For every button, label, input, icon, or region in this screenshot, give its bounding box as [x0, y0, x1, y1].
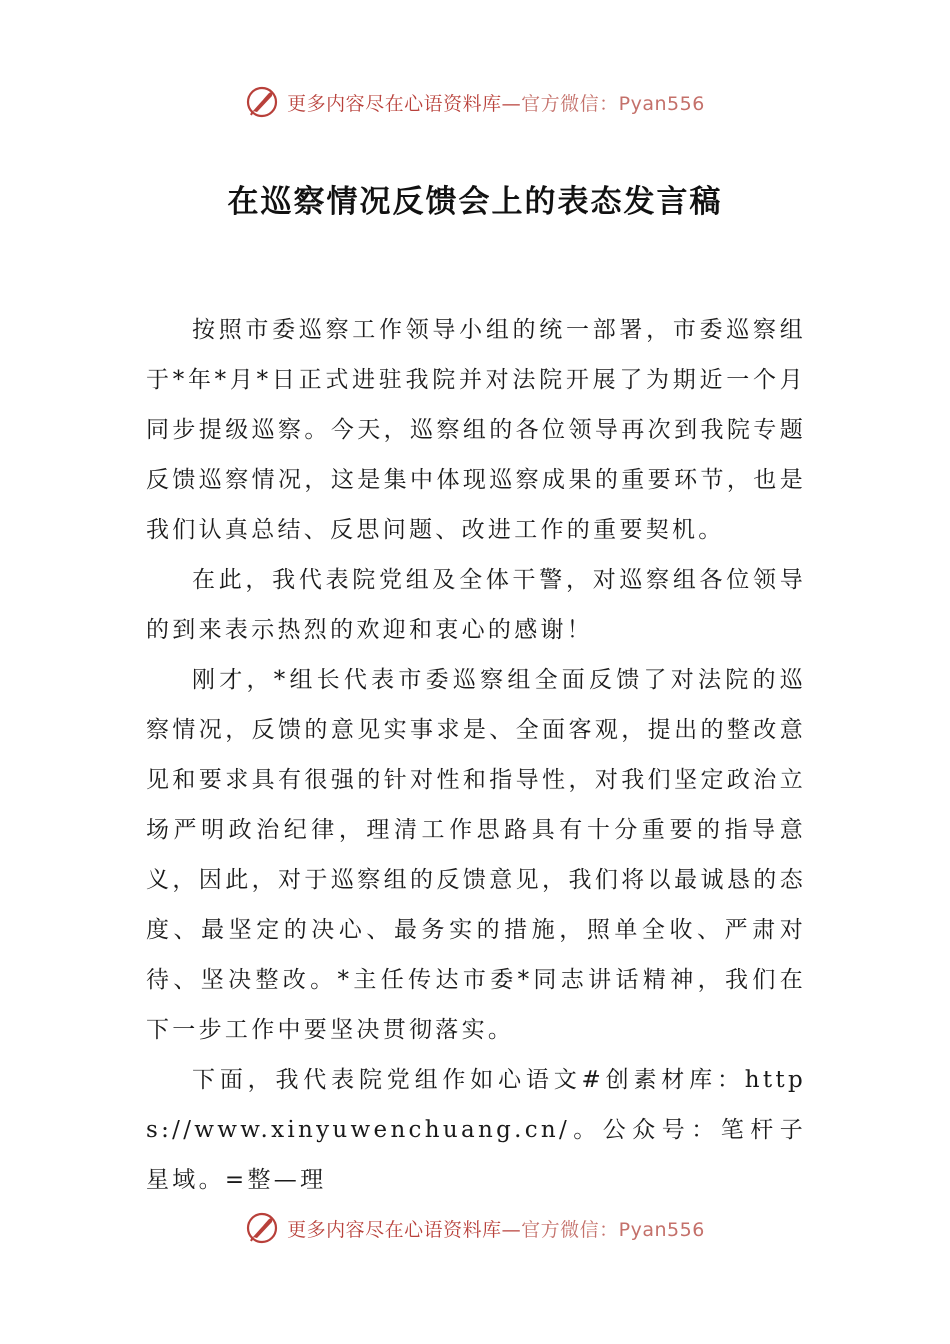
document-body: [146, 305, 806, 1205]
paragraph: 按照市委巡察工作领导小组的统一部署，市委巡察组于*年*月*日正式进驻我院并对法院开展了为期近一个月同步提级巡察。今天，巡察组的各位领导再次到我院专题反馈巡察情况，这是集中体现巡察成果的重要环节，也是我们认真总结、反思问题、改进工作的重要契机。: [146, 317, 806, 543]
footer-watermark-banner: [0, 1208, 950, 1248]
pen-feather-icon: [245, 85, 279, 119]
pen-feather-icon: [245, 1211, 279, 1245]
header-watermark-banner: [0, 82, 950, 122]
footer-watermark-text: 更多内容尽在心语资料库—官方微信：Pyan556: [287, 1218, 705, 1241]
paragraph: 在此，我代表院党组及全体干警，对巡察组各位领导的到来表示热烈的欢迎和衷心的感谢！: [146, 567, 806, 643]
paragraph: 下面，我代表院党组作如心语文#创素材库：https://www.xinyuwenchuang.cn/。公众号：笔杆子星域。=整—理: [146, 1067, 806, 1193]
document-title: 在巡察情况反馈会上的表态发言稿: [227, 184, 723, 220]
header-watermark-text: 更多内容尽在心语资料库—官方微信：Pyan556: [287, 92, 705, 115]
paragraph: 刚才，*组长代表市委巡察组全面反馈了对法院的巡察情况，反馈的意见实事求是、全面客观，提出的整改意见和要求具有很强的针对性和指导性，对我们坚定政治立场严明政治纪律，理清工作思路具有十分重要的指导意义，因此，对于巡察组的反馈意见，我们将以最诚恳的态度、最坚定的决心、最务实的措施，照单全收、严肃对待、坚决整改。*主任传达市委*同志讲话精神，我们在下一步工作中要坚决贯彻落实。: [146, 667, 806, 1043]
